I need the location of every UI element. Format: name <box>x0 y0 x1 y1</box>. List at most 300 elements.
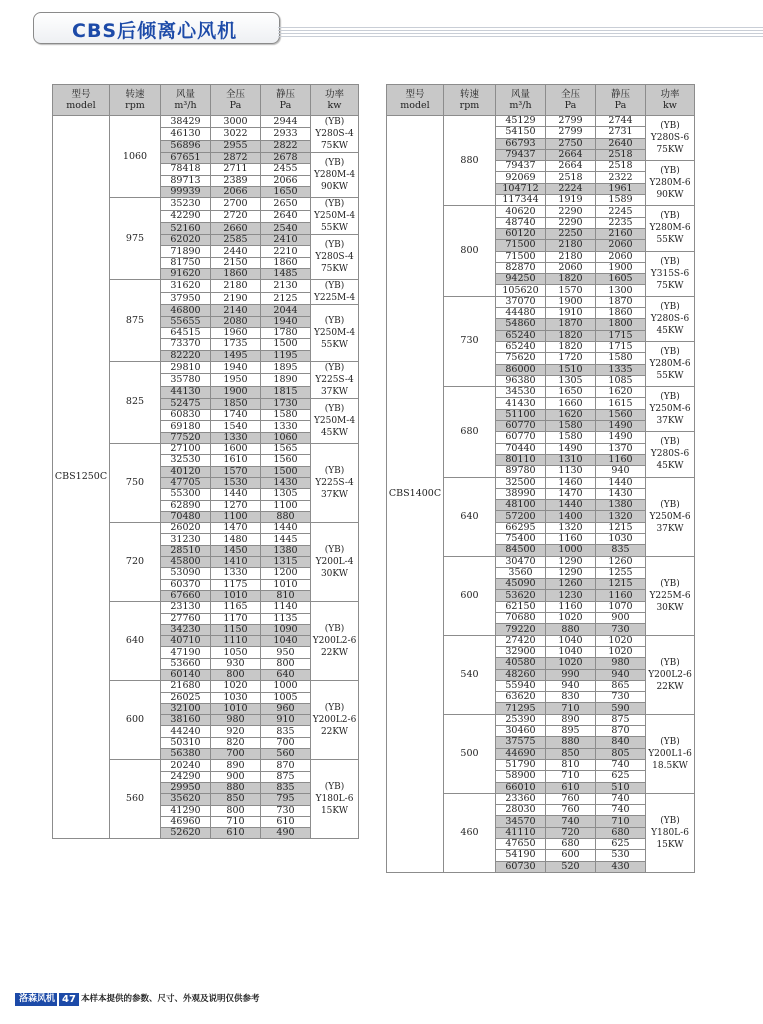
total-pressure-cell: 1020 <box>546 613 596 624</box>
static-pressure-cell: 1100 <box>261 500 311 511</box>
static-pressure-cell: 2518 <box>596 161 646 172</box>
rpm-cell: 640 <box>444 477 496 556</box>
power-line: Y225M-6 <box>649 590 691 601</box>
total-pressure-cell: 1820 <box>546 274 596 285</box>
column-header <box>53 85 110 116</box>
static-pressure-cell: 1565 <box>261 444 311 455</box>
static-pressure-cell: 2933 <box>261 128 311 140</box>
power-line: (YB) <box>324 624 345 635</box>
column-header-unit: model <box>66 100 96 111</box>
column-header-name: 型号 <box>71 89 91 100</box>
flow-cell: 35230 <box>161 198 211 210</box>
total-pressure-cell: 1570 <box>546 285 596 296</box>
total-pressure-cell: 1450 <box>211 545 261 556</box>
flow-cell: 60370 <box>161 579 211 590</box>
flow-cell: 20240 <box>161 760 211 771</box>
flow-cell: 29950 <box>161 782 211 793</box>
column-header <box>161 85 211 116</box>
total-pressure-cell: 1900 <box>211 386 261 398</box>
flow-cell: 71500 <box>496 251 546 262</box>
static-pressure-cell: 840 <box>596 737 646 748</box>
table-header <box>387 85 695 116</box>
flow-cell: 26020 <box>161 523 211 534</box>
power-line: Y280S-4 <box>315 252 354 263</box>
flow-cell: 40620 <box>496 206 546 217</box>
power-line: 15KW <box>656 839 684 850</box>
column-header <box>311 85 359 116</box>
total-pressure-cell: 1175 <box>211 579 261 590</box>
static-pressure-cell: 1040 <box>261 636 311 647</box>
total-pressure-cell: 850 <box>546 748 596 759</box>
flow-cell: 60770 <box>496 421 546 432</box>
rpm-cell: 730 <box>444 296 496 386</box>
static-pressure-cell: 2744 <box>596 116 646 127</box>
total-pressure-cell: 880 <box>546 624 596 635</box>
power-line: 37KW <box>656 416 684 427</box>
static-pressure-cell: 1730 <box>261 398 311 409</box>
static-pressure-cell: 1315 <box>261 557 311 568</box>
flow-cell: 53660 <box>161 658 211 669</box>
static-pressure-cell: 2650 <box>261 198 311 210</box>
static-pressure-cell: 430 <box>596 861 646 872</box>
power-cell <box>311 523 359 602</box>
power-cell <box>646 251 695 296</box>
static-pressure-cell: 835 <box>596 545 646 556</box>
total-pressure-cell: 2140 <box>211 305 261 316</box>
total-pressure-cell: 1040 <box>546 635 596 646</box>
static-pressure-cell: 940 <box>596 466 646 477</box>
flow-cell: 35780 <box>161 374 211 386</box>
flow-cell: 52475 <box>161 398 211 409</box>
total-pressure-cell: 760 <box>546 805 596 816</box>
total-pressure-cell: 610 <box>546 782 596 793</box>
column-header-unit: Pa <box>279 100 292 111</box>
flow-cell: 37950 <box>161 292 211 305</box>
static-pressure-cell: 1490 <box>596 432 646 443</box>
static-pressure-cell: 1800 <box>596 319 646 330</box>
static-pressure-cell: 1085 <box>596 375 646 386</box>
header-rule <box>278 27 763 37</box>
flow-cell: 46960 <box>161 816 211 827</box>
total-pressure-cell: 3022 <box>211 128 261 140</box>
total-pressure-cell: 2750 <box>546 138 596 149</box>
power-line: (YB) <box>324 782 345 793</box>
flow-cell: 54190 <box>496 850 546 861</box>
static-pressure-cell: 960 <box>261 703 311 714</box>
static-pressure-cell: 800 <box>261 658 311 669</box>
total-pressure-cell: 1050 <box>211 647 261 658</box>
flow-cell: 55300 <box>161 489 211 500</box>
total-pressure-cell: 1100 <box>211 511 261 522</box>
total-pressure-cell: 1165 <box>211 602 261 613</box>
static-pressure-cell: 1380 <box>261 545 311 556</box>
static-pressure-cell: 1500 <box>261 339 311 350</box>
power-line: 75KW <box>656 280 684 291</box>
flow-cell: 53620 <box>496 590 546 601</box>
total-pressure-cell: 2180 <box>546 240 596 251</box>
flow-cell: 63620 <box>496 692 546 703</box>
flow-cell: 34230 <box>161 624 211 635</box>
total-pressure-cell: 1130 <box>546 466 596 477</box>
column-header-unit: rpm <box>459 100 480 111</box>
power-line: (YB) <box>324 199 345 210</box>
static-pressure-cell: 1900 <box>596 262 646 273</box>
column-header-name: 静压 <box>610 89 630 100</box>
column-header-name: 转速 <box>125 89 145 100</box>
flow-cell: 32100 <box>161 703 211 714</box>
page-number: 47 <box>57 993 79 1006</box>
static-pressure-cell: 1195 <box>261 350 311 361</box>
static-pressure-cell: 2410 <box>261 235 311 246</box>
flow-cell: 55940 <box>496 680 546 691</box>
static-pressure-cell: 1715 <box>596 330 646 341</box>
column-header <box>211 85 261 116</box>
flow-cell: 66010 <box>496 782 546 793</box>
static-pressure-cell: 1140 <box>261 602 311 613</box>
power-line: Y225S-4 <box>315 478 354 489</box>
flow-cell: 67660 <box>161 590 211 601</box>
static-pressure-cell: 1010 <box>261 579 311 590</box>
static-pressure-cell: 1300 <box>596 285 646 296</box>
total-pressure-cell: 2585 <box>211 235 261 246</box>
flow-cell: 105620 <box>496 285 546 296</box>
static-pressure-cell: 1445 <box>261 534 311 545</box>
flow-cell: 52620 <box>161 828 211 839</box>
static-pressure-cell: 1870 <box>596 296 646 307</box>
total-pressure-cell: 1660 <box>546 398 596 409</box>
total-pressure-cell: 1260 <box>546 579 596 590</box>
flow-cell: 25390 <box>496 714 546 725</box>
static-pressure-cell: 1890 <box>261 374 311 386</box>
static-pressure-cell: 1605 <box>596 274 646 285</box>
power-line: 90KW <box>656 190 684 201</box>
total-pressure-cell: 1290 <box>546 567 596 578</box>
total-pressure-cell: 990 <box>546 669 596 680</box>
total-pressure-cell: 2180 <box>211 280 261 293</box>
total-pressure-cell: 1900 <box>546 296 596 307</box>
total-pressure-cell: 1230 <box>546 590 596 601</box>
power-cell <box>646 387 695 432</box>
static-pressure-cell: 1020 <box>596 635 646 646</box>
power-line: (YB) <box>324 466 345 477</box>
total-pressure-cell: 1310 <box>546 454 596 465</box>
flow-cell: 37070 <box>496 296 546 307</box>
static-pressure-cell: 880 <box>261 511 311 522</box>
total-pressure-cell: 1530 <box>211 477 261 488</box>
flow-cell: 75620 <box>496 353 546 364</box>
spec-table-cbs1250c <box>52 84 359 839</box>
flow-cell: 86000 <box>496 364 546 375</box>
static-pressure-cell: 910 <box>261 715 311 726</box>
total-pressure-cell: 1470 <box>211 523 261 534</box>
column-header <box>110 85 161 116</box>
flow-cell: 31620 <box>161 280 211 293</box>
power-line: 90KW <box>320 182 349 193</box>
static-pressure-cell: 1895 <box>261 361 311 373</box>
static-pressure-cell: 740 <box>596 793 646 804</box>
total-pressure-cell: 1410 <box>211 557 261 568</box>
power-line: 55KW <box>320 223 349 234</box>
power-line: 37KW <box>320 490 349 501</box>
total-pressure-cell: 940 <box>546 680 596 691</box>
static-pressure-cell: 1305 <box>261 489 311 500</box>
total-pressure-cell: 1850 <box>211 398 261 409</box>
rpm-cell: 560 <box>110 760 161 839</box>
power-cell <box>646 556 695 635</box>
total-pressure-cell: 1570 <box>211 466 261 477</box>
power-line: Y280M-6 <box>649 359 691 370</box>
power-line: (YB) <box>660 256 680 267</box>
column-header-unit: kw <box>327 100 342 111</box>
total-pressure-cell: 1610 <box>211 455 261 466</box>
total-pressure-cell: 1020 <box>211 681 261 692</box>
total-pressure-cell: 1460 <box>546 477 596 488</box>
flow-cell: 64515 <box>161 327 211 338</box>
total-pressure-cell: 1960 <box>211 327 261 338</box>
static-pressure-cell: 2322 <box>596 172 646 183</box>
static-pressure-cell: 625 <box>596 839 646 850</box>
static-pressure-cell: 2210 <box>261 246 311 257</box>
power-line: 30KW <box>320 569 349 580</box>
total-pressure-cell: 930 <box>211 658 261 669</box>
flow-cell: 40710 <box>161 636 211 647</box>
flow-cell: 96380 <box>496 375 546 386</box>
power-cell <box>311 398 359 443</box>
total-pressure-cell: 610 <box>211 828 261 839</box>
power-cell <box>311 760 359 839</box>
total-pressure-cell: 1735 <box>211 339 261 350</box>
power-line: Y225M-4 <box>313 293 356 304</box>
model-cell: CBS1250C <box>53 116 110 839</box>
total-pressure-cell: 890 <box>546 714 596 725</box>
static-pressure-cell: 2060 <box>596 240 646 251</box>
rpm-cell: 750 <box>110 444 161 523</box>
power-line: Y200L2-6 <box>312 715 357 726</box>
power-line: Y280S-6 <box>650 133 690 144</box>
total-pressure-cell: 600 <box>546 850 596 861</box>
total-pressure-cell: 2872 <box>211 153 261 164</box>
total-pressure-cell: 1160 <box>546 533 596 544</box>
power-cell <box>646 116 695 161</box>
static-pressure-cell: 1090 <box>261 624 311 635</box>
flow-cell: 38990 <box>496 488 546 499</box>
total-pressure-cell: 2180 <box>546 251 596 262</box>
column-header-name: 静压 <box>275 89 295 100</box>
power-cell <box>646 477 695 556</box>
total-pressure-cell: 1860 <box>211 269 261 280</box>
power-cell <box>311 305 359 361</box>
flow-cell: 66793 <box>496 138 546 149</box>
total-pressure-cell: 920 <box>211 726 261 737</box>
flow-cell: 41110 <box>496 827 546 838</box>
power-cell <box>646 714 695 793</box>
total-pressure-cell: 1820 <box>546 330 596 341</box>
flow-cell: 60140 <box>161 669 211 680</box>
power-line: 22KW <box>320 727 349 738</box>
flow-cell: 66295 <box>496 522 546 533</box>
flow-cell: 78418 <box>161 164 211 175</box>
flow-cell: 117344 <box>496 195 546 206</box>
total-pressure-cell: 2955 <box>211 140 261 152</box>
flow-cell: 84500 <box>496 545 546 556</box>
power-cell <box>646 206 695 251</box>
column-header-unit: Pa <box>229 100 242 111</box>
static-pressure-cell: 2044 <box>261 305 311 316</box>
static-pressure-cell: 2540 <box>261 222 311 234</box>
flow-cell: 82870 <box>496 262 546 273</box>
static-pressure-cell: 875 <box>596 714 646 725</box>
static-pressure-cell: 980 <box>596 658 646 669</box>
power-line: 75KW <box>656 145 684 156</box>
total-pressure-cell: 1010 <box>211 703 261 714</box>
static-pressure-cell: 2160 <box>596 228 646 239</box>
total-pressure-cell: 1940 <box>211 361 261 373</box>
table-body <box>387 116 695 873</box>
total-pressure-cell: 1000 <box>546 545 596 556</box>
total-pressure-cell: 880 <box>211 782 261 793</box>
power-line: (YB) <box>660 166 680 177</box>
power-line: (YB) <box>324 703 345 714</box>
flow-cell: 40120 <box>161 466 211 477</box>
flow-cell: 81750 <box>161 257 211 268</box>
static-pressure-cell: 1580 <box>596 353 646 364</box>
flow-cell: 51100 <box>496 409 546 420</box>
power-line: 55KW <box>656 371 684 382</box>
column-header <box>596 85 646 116</box>
static-pressure-cell: 835 <box>261 782 311 793</box>
static-pressure-cell: 2822 <box>261 140 311 152</box>
static-pressure-cell: 1715 <box>596 341 646 352</box>
rpm-cell: 680 <box>444 387 496 477</box>
rpm-cell: 640 <box>110 602 161 681</box>
flow-cell: 48100 <box>496 500 546 511</box>
power-cell <box>646 793 695 872</box>
flow-cell: 30460 <box>496 726 546 737</box>
static-pressure-cell: 730 <box>261 805 311 816</box>
flow-cell: 44690 <box>496 748 546 759</box>
flow-cell: 48740 <box>496 217 546 228</box>
power-line: 22KW <box>656 681 684 692</box>
static-pressure-cell: 680 <box>596 827 646 838</box>
static-pressure-cell: 1961 <box>596 183 646 194</box>
static-pressure-cell: 510 <box>596 782 646 793</box>
static-pressure-cell: 1320 <box>596 511 646 522</box>
power-cell <box>311 198 359 235</box>
flow-cell: 54150 <box>496 127 546 138</box>
flow-cell: 24290 <box>161 771 211 782</box>
flow-cell: 47650 <box>496 839 546 850</box>
total-pressure-cell: 1919 <box>546 195 596 206</box>
static-pressure-cell: 795 <box>261 794 311 805</box>
rpm-cell: 460 <box>444 793 496 872</box>
power-line: (YB) <box>324 158 345 169</box>
static-pressure-cell: 810 <box>261 590 311 601</box>
total-pressure-cell: 2799 <box>546 116 596 127</box>
column-header <box>387 85 444 116</box>
static-pressure-cell: 1815 <box>261 386 311 398</box>
total-pressure-cell: 1440 <box>211 489 261 500</box>
power-line: Y200L1-6 <box>648 748 692 759</box>
flow-cell: 73370 <box>161 339 211 350</box>
rpm-cell: 540 <box>444 635 496 714</box>
flow-cell: 75400 <box>496 533 546 544</box>
static-pressure-cell: 1135 <box>261 613 311 624</box>
flow-cell: 44480 <box>496 308 546 319</box>
static-pressure-cell: 1160 <box>596 590 646 601</box>
power-line: 55KW <box>320 340 349 351</box>
column-header-unit: Pa <box>564 100 577 111</box>
flow-cell: 41430 <box>496 398 546 409</box>
flow-cell: 52160 <box>161 222 211 234</box>
static-pressure-cell: 1500 <box>261 466 311 477</box>
table-row <box>387 116 695 127</box>
static-pressure-cell: 1030 <box>596 533 646 544</box>
power-cell <box>311 361 359 398</box>
static-pressure-cell: 2235 <box>596 217 646 228</box>
total-pressure-cell: 890 <box>211 760 261 771</box>
power-line: (YB) <box>324 545 345 556</box>
power-line: Y250M-4 <box>313 328 356 339</box>
spec-table-cbs1400c <box>386 84 695 873</box>
flow-cell: 46130 <box>161 128 211 140</box>
flow-cell: 77520 <box>161 432 211 443</box>
flow-cell: 47190 <box>161 647 211 658</box>
static-pressure-cell: 1440 <box>261 523 311 534</box>
flow-cell: 79220 <box>496 624 546 635</box>
static-pressure-cell: 865 <box>596 680 646 691</box>
total-pressure-cell: 1030 <box>211 692 261 703</box>
static-pressure-cell: 740 <box>596 759 646 770</box>
flow-cell: 57200 <box>496 511 546 522</box>
static-pressure-cell: 1215 <box>596 579 646 590</box>
total-pressure-cell: 1400 <box>546 511 596 522</box>
total-pressure-cell: 2150 <box>211 257 261 268</box>
static-pressure-cell: 1560 <box>596 409 646 420</box>
column-header-name: 功率 <box>324 89 344 100</box>
column-header-name: 全压 <box>225 89 245 100</box>
flow-cell: 27760 <box>161 613 211 624</box>
power-cell <box>311 681 359 760</box>
total-pressure-cell: 2190 <box>211 292 261 305</box>
total-pressure-cell: 1720 <box>546 353 596 364</box>
static-pressure-cell: 1330 <box>261 421 311 432</box>
power-line: Y225S-4 <box>315 374 354 385</box>
power-cell <box>311 602 359 681</box>
static-pressure-cell: 1485 <box>261 269 311 280</box>
flow-cell: 55655 <box>161 316 211 327</box>
total-pressure-cell: 900 <box>211 771 261 782</box>
power-line: (YB) <box>660 815 680 826</box>
flow-cell: 50310 <box>161 737 211 748</box>
total-pressure-cell: 1010 <box>211 590 261 601</box>
power-cell <box>311 153 359 198</box>
total-pressure-cell: 2080 <box>211 316 261 327</box>
page-footer <box>0 993 763 1006</box>
total-pressure-cell: 1620 <box>546 409 596 420</box>
total-pressure-cell: 2660 <box>211 222 261 234</box>
flow-cell: 82220 <box>161 350 211 361</box>
flow-cell: 40580 <box>496 658 546 669</box>
total-pressure-cell: 2700 <box>211 198 261 210</box>
static-pressure-cell: 940 <box>596 669 646 680</box>
flow-cell: 32900 <box>496 646 546 657</box>
flow-cell: 37575 <box>496 737 546 748</box>
flow-cell: 45800 <box>161 557 211 568</box>
flow-cell: 60120 <box>496 228 546 239</box>
static-pressure-cell: 1070 <box>596 601 646 612</box>
total-pressure-cell: 830 <box>546 692 596 703</box>
total-pressure-cell: 1950 <box>211 374 261 386</box>
